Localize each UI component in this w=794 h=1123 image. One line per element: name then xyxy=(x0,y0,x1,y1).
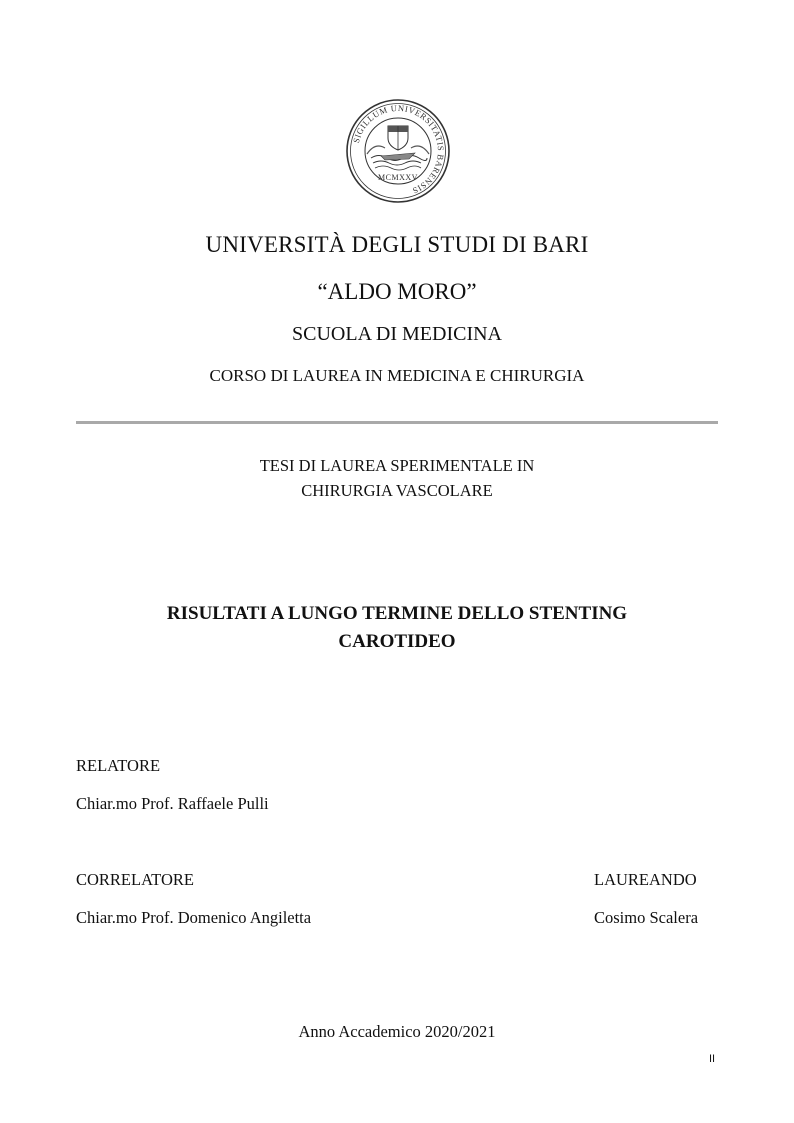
seal-text-left: SIGILLUM xyxy=(350,104,389,145)
thesis-title-line-2: CAROTIDEO xyxy=(338,631,456,652)
horizontal-divider xyxy=(76,421,718,424)
seal-text-right: BARENSIS xyxy=(410,153,446,197)
seal-text-top: UNIVERSITATIS xyxy=(390,102,447,152)
thesis-type-line-2: CHIRURGIA VASCOLARE xyxy=(301,481,493,500)
thesis-title-line-1: RISULTATI A LUNGO TERMINE DELLO STENTING xyxy=(166,603,628,624)
laureando-name: Cosimo Scalera xyxy=(594,908,699,927)
university-name: UNIVERSITÀ DEGLI STUDI DI BARI xyxy=(205,232,589,257)
correlatore-name: Chiar.mo Prof. Domenico Angiletta xyxy=(76,908,312,927)
relatore-name: Chiar.mo Prof. Raffaele Pulli xyxy=(76,794,269,813)
seal-year: MCMXXV xyxy=(378,173,418,182)
page-number: II xyxy=(709,1053,716,1065)
thesis-type-line-1: TESI DI LAUREA SPERIMENTALE IN xyxy=(259,456,535,475)
laureando-label: LAUREANDO xyxy=(594,870,697,889)
school-name: SCUOLA DI MEDICINA xyxy=(292,323,502,345)
academic-year: Anno Accademico 2020/2021 xyxy=(298,1022,496,1041)
relatore-label: RELATORE xyxy=(76,756,161,775)
university-dedication: “ALDO MORO” xyxy=(317,279,477,304)
university-seal-icon xyxy=(345,98,451,204)
correlatore-label: CORRELATORE xyxy=(76,870,194,889)
course-name: CORSO DI LAUREA IN MEDICINA E CHIRURGIA xyxy=(209,366,585,385)
